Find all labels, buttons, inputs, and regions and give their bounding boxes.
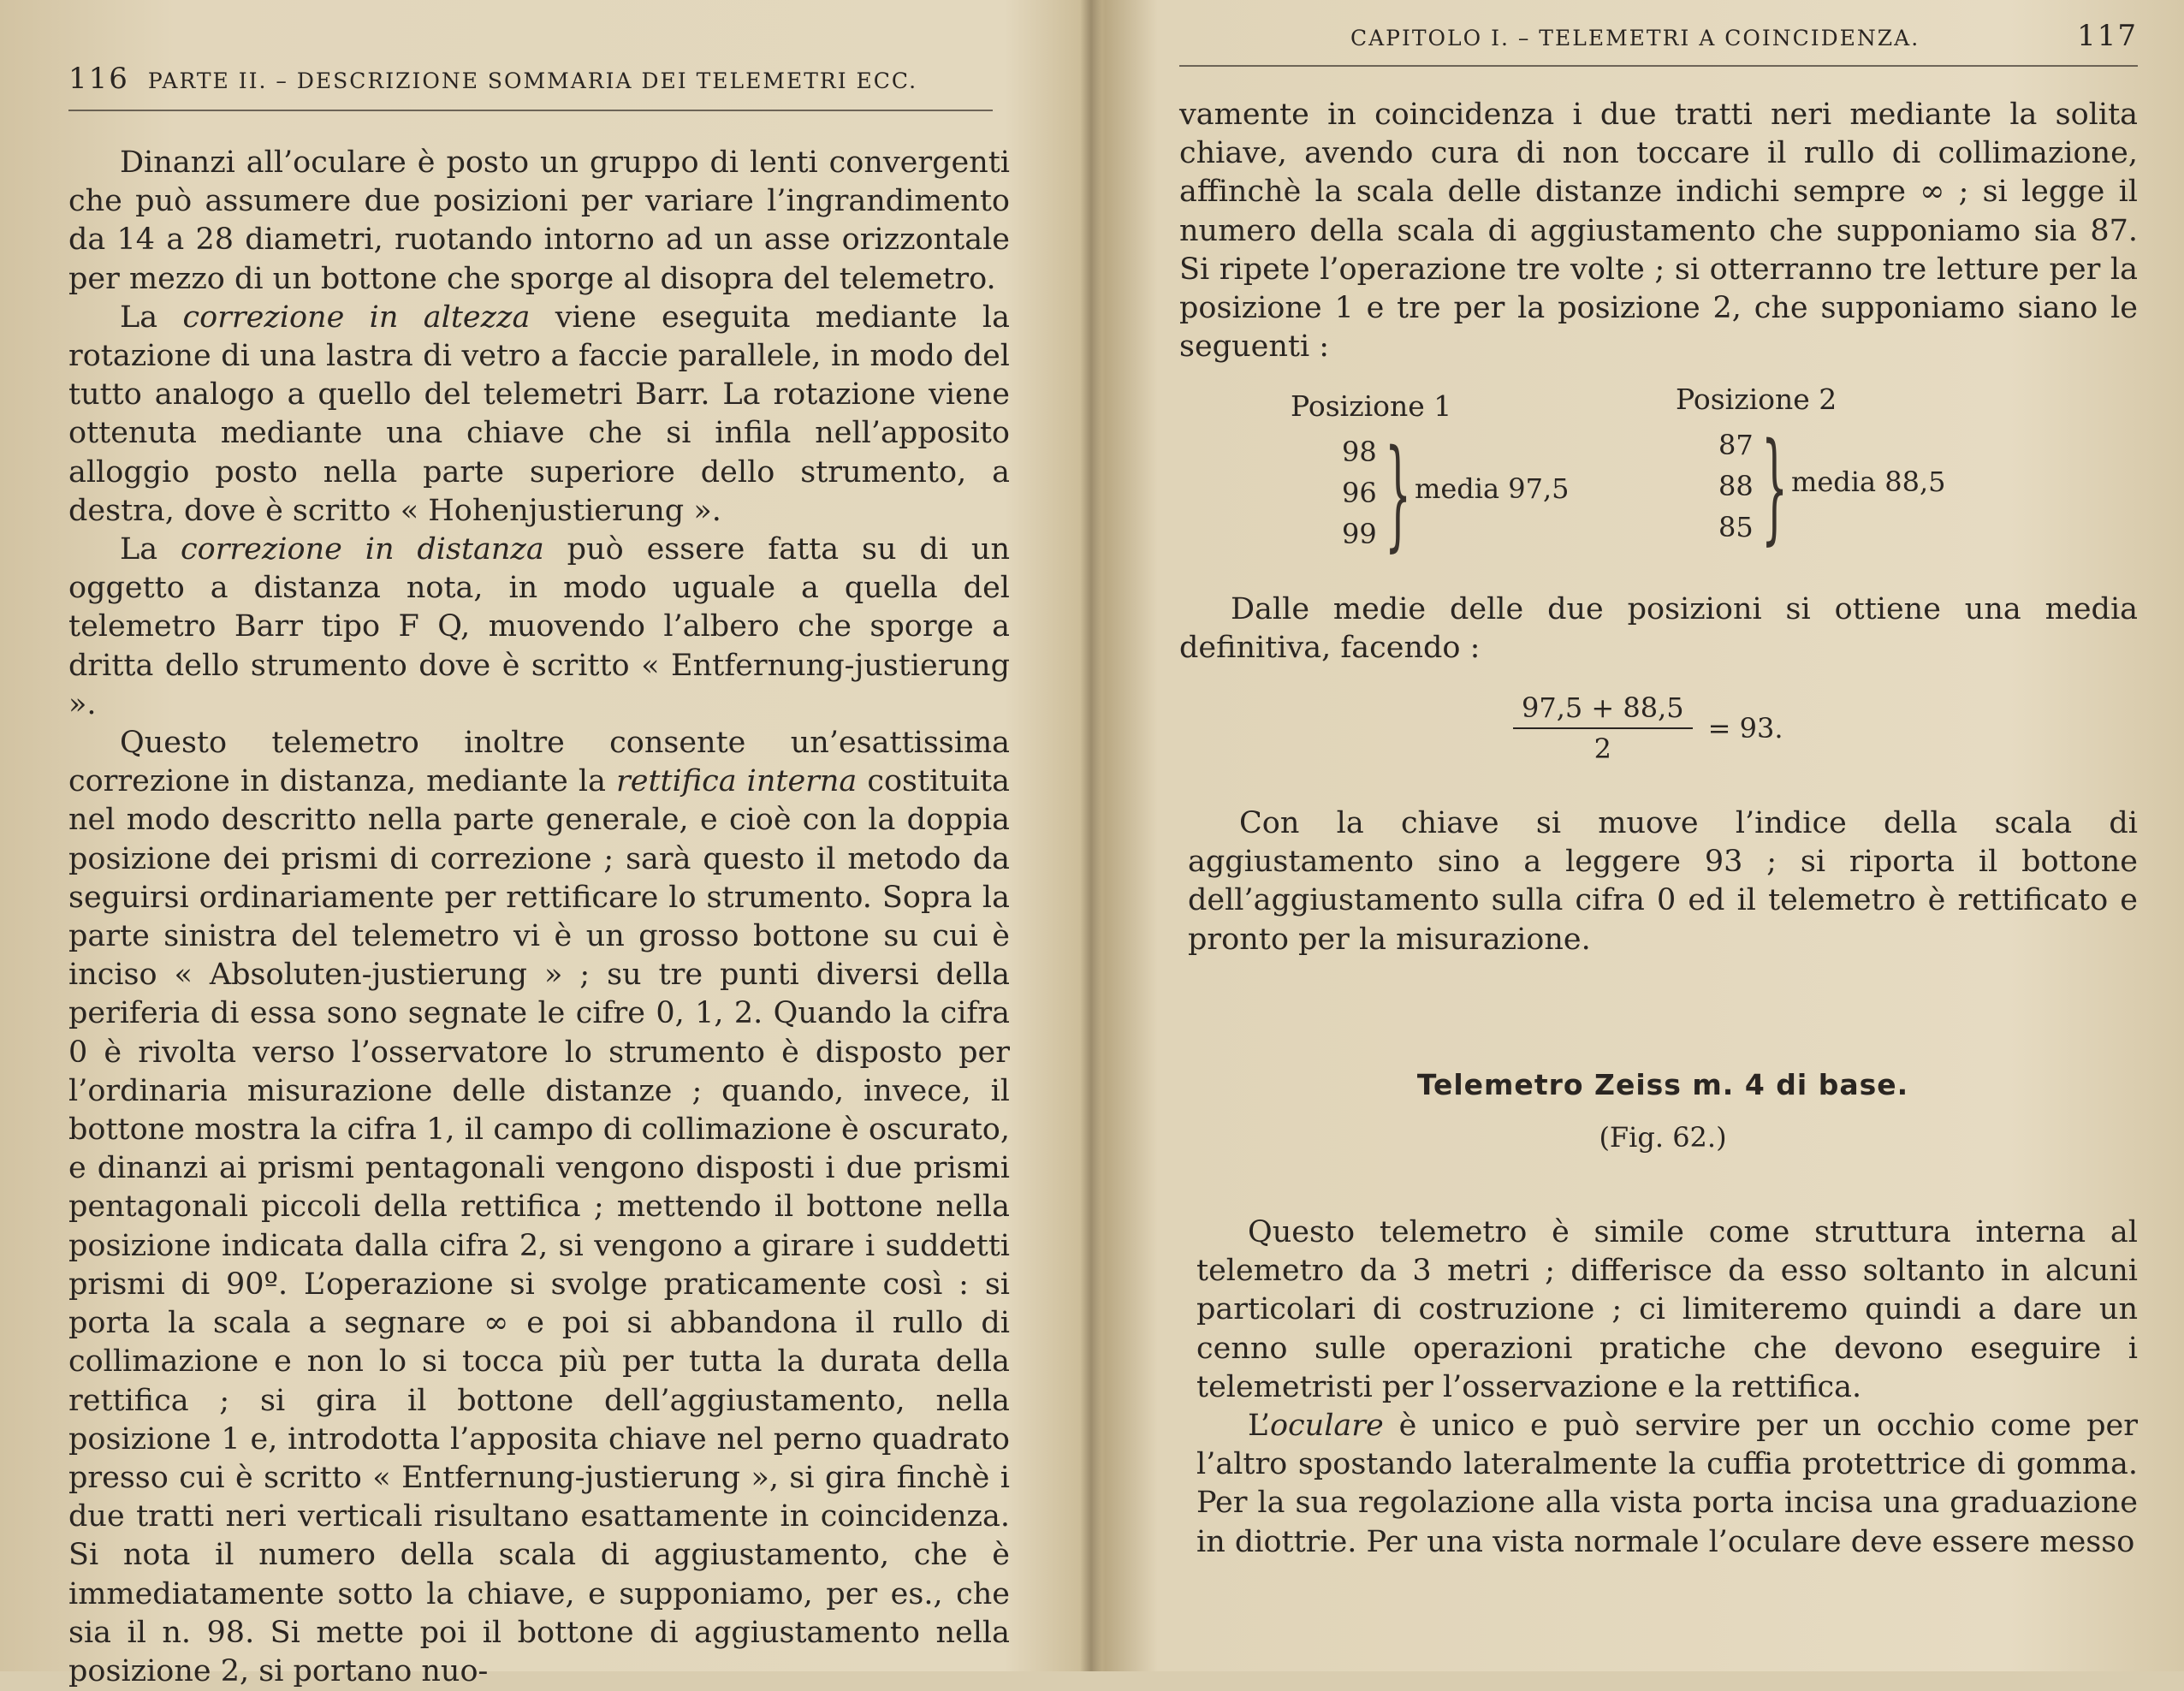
figure-reference: (Fig. 62.) [1599,1121,1727,1154]
italic-term: oculare [1269,1409,1384,1444]
right-paragraph-5 [1196,1407,2138,1562]
position-2-values [1718,424,1754,548]
italic-term: rettifica interna [616,764,858,799]
left-page-number: 116 [68,62,129,96]
position-1-title: Posizione 1 [1291,389,1452,423]
left-paragraph-1: Dinanzi all’oculare è posto un gruppo di lenti convergenti che può assumere due posizioni per variare l’ingrandimento da 14 a 28 diametri, ruotando intorno ad un asse orizzontale per mezzo di un bottone che sporge al disopra del telemetro. [68,145,1010,296]
position-2-body [1676,418,1946,557]
reading-value: 85 [1718,511,1754,543]
right-body-text-after [1188,804,2138,959]
position-1-group [1291,389,1570,564]
left-paragraph-2 [68,299,1010,531]
right-paragraph-2: Dalle medie delle due posizioni si ottiene una media definitiva, facendo : [1179,592,2138,666]
text-run: Questo telemetro inoltre consente un’esattissima correzione in distanza, mediante la [68,726,1010,799]
left-paragraph-4 [68,724,1010,1691]
text-run: L’ [1248,1409,1270,1444]
left-page-header [68,62,993,96]
formula-denominator: 2 [1593,733,1611,765]
right-running-head: CAPITOLO I. – TELEMETRI A COINCIDENZA. [1350,26,1920,50]
text-run: può essere fatta su di un oggetto a distanza nota, in modo uguale a quella del telemetro Barr tipo F Q, muovendo l’albero che sporge a dritta dello strumento dove è scritto « Entfernung-justierung ». [68,532,1010,721]
brace-icon: } [1385,424,1412,564]
right-paragraph-3: Con la chiave si muove l’indice della scala di aggiustamento sino a leggere 93 ; si riporta il bottone dell’aggiustamento sulla cifra 0 ed il telemetro è rettificato e pronto per la misurazione. [1188,806,2138,957]
brace-icon: } [1761,418,1789,557]
left-page [0,0,1080,1688]
position-1-body [1291,424,1570,564]
text-run: è unico e può servire per un occhio come per l’altro spostando lateralmente la cuffia protettrice di gomma. Per la sua regolazione alla vista porta incisa una graduazione in diottrie. Per una vista normale l’oculare deve essere messo [1196,1409,2138,1559]
right-paragraph-4: Questo telemetro è simile come struttura interna al telemetro da 3 metri ; differisce da esso soltanto in alcuni particolari di costruzione ; ci limiteremo quindi a dare un cenno sulle operazioni pratiche che devono eseguire i telemetristi per l’osservazione e la rettifica. [1196,1215,2138,1404]
formula-result: = 93. [1707,712,1783,745]
formula-numerator: 97,5 + 88,5 [1513,691,1693,729]
right-paragraph-1: vamente in coincidenza i due tratti neri mediante la solita chiave, avendo cura di non toccare il rullo di collimazione, affinchè la scala delle distanze indichi sempre ∞ ; si legge il numero della scala di aggiustamento che supponiamo sia 87. Si ripete l’operazione tre volte ; si otterranno tre letture per la posizione 1 e tre per la posizione 2, che supponiamo siano le seguenti : [1179,98,2138,365]
left-body-text [68,144,1010,1691]
text-run: costituita nel modo descritto nella parte generale, e cioè con la doppia posizione dei prismi di correzione ; sarà questo il metodo da seguirsi ordinariamente per rettificare lo strumento. Sopra la parte sinistra del telemetro vi è un grosso bottone su cui è inciso « Absoluten-justierung » ; su tre punti diversi della periferia di essa sono segnate le cifre 0, 1, 2. Quando la cifra 0 è rivolta verso l’osservatore lo strumento è disposto per l’ordinaria misurazione delle distanze ; quando, invece, il bottone mostra la cifra 1, il campo di collimazione è oscurato, e dinanzi ai prismi pentagonali vengono disposti i due prismi pentagonali piccoli della rettifica ; mettendo il bottone nella posizione indicata dalla cifra 2, si vengono a girare i suddetti prismi di 90º. L’operazione si svolge praticamente così : si porta la scala a segnare ∞ e poi si abbandona il rullo di collimazione e non lo si tocca più per tutta la durata della rettifica ; si gira il bottone dell’aggiustamento, nella posizione 1 e, introdotta l’apposita chiave nel perno quadrato presso cui è scritto « Entfernung-justierung », si gira finchè i due tratti neri verticali risultano esattamente in coincidenza. Si nota il numero della scala di aggiustamento, che è immediatamente sotto la chiave, e supponiamo, per es., che sia il n. 98. Si mette poi il bottone di aggiustamento nella posizione 2, si portano nuo- [68,764,1010,1688]
italic-term: correzione in altezza [182,300,531,335]
right-page-header [1350,19,2138,53]
right-header-rule [1179,65,2138,67]
formula-fraction [1513,691,1693,765]
position-1-values [1342,431,1377,555]
position-2-group [1676,383,1946,557]
italic-term: correzione in distanza [181,532,544,567]
readings-table [1179,383,2138,569]
book-gutter [1080,0,1102,1671]
reading-value: 87 [1718,429,1754,461]
text-run: viene eseguita mediante la rotazione di una lastra di vetro a faccie parallele, in modo del tutto analogo a quello del telemetri Barr. La rotazione viene ottenuta mediante una chiave che si infila nell’apposito alloggio posto nella parte superiore dello strumento, a destra, dove è scritto « Hohenjustierung ». [68,300,1010,528]
reading-value: 99 [1342,518,1377,550]
right-body-text-mid [1179,590,2138,668]
text-run: La [120,300,183,335]
position-1-media: media 97,5 [1415,472,1570,505]
right-body-text-top [1179,96,2138,366]
reading-value: 88 [1718,470,1754,502]
position-2-media: media 88,5 [1791,466,1946,498]
right-page-number: 117 [2077,19,2138,53]
average-formula [1513,691,1783,765]
section-title: Telemetro Zeiss m. 4 di base. [1416,1068,1909,1101]
right-page [1102,0,2184,1671]
reading-value: 98 [1342,436,1377,468]
left-running-head: PARTE II. – DESCRIZIONE SOMMARIA DEI TELEMETRI ECC. [147,68,918,93]
reading-value: 96 [1342,477,1377,509]
right-body-text-bottom [1196,1213,2138,1562]
left-header-rule [68,110,993,111]
left-paragraph-3 [68,531,1010,724]
text-run: La [120,532,181,567]
position-2-title: Posizione 2 [1676,383,1837,416]
